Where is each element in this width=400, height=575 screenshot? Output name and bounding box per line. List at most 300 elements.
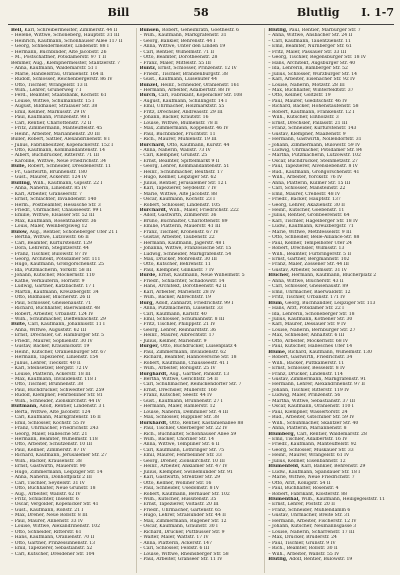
entry-text: – Wilh., Bäcker, Puttkamerstr. 11 xyxy=(268,360,345,366)
entry-text: – Gust., Kaufmann, Luisenufer 44 xyxy=(139,77,217,83)
entry-text: – Georg, Architekt, Potsdamer Str. 111 xyxy=(11,257,101,263)
entry-text: – Wilh., Kutscher, Hussitenstr. 35 xyxy=(139,496,217,502)
entry-text: – Carl, Kutscher, Dresdener Str. 104 xyxy=(11,551,95,557)
entry-text: – Robert, Gastwirth, Friedrichstr. 34 xyxy=(268,355,353,361)
entry-text: – Emil, Beamter, Nürnberger Str. 61 xyxy=(268,44,352,50)
entry-text: – Friedr., Uhrmacher, Chausseestr. 99 I xyxy=(11,207,102,213)
entry-text: – Georg, Lehrer, Akazienstr. 30 II xyxy=(268,202,345,208)
entry-surname: Buntz, xyxy=(139,66,158,72)
entry-text: – Carl, Schlosser, Feldstr. 6 III xyxy=(139,546,210,552)
entry-text: – Paul, Tischler, Grünstr. 9 IV xyxy=(268,540,336,546)
entry-text: – Max, Drucker, Brüderstr. 24 xyxy=(268,535,337,541)
entry-text: – Anna, Plätterin, Mariannenstr. 8 xyxy=(268,426,347,432)
entry-text: – Aug., Arbeiter, Wallstr. 62 IV xyxy=(11,491,81,497)
entry-surname: Blumenthal, xyxy=(268,496,302,502)
entry-text: – Fritz, Tischler, Urbanstr. 171 IV xyxy=(268,295,346,301)
entry-text: – Wilh., Arbeiter, Wallstr. 55 IV xyxy=(268,551,340,557)
header-right-word: Blutlig xyxy=(296,6,340,19)
entry-text: – Ernst, Drechsler, Gr. Hamburger Str. 5 xyxy=(11,333,105,339)
entry-text: Carl, Rentier, Waldemarstr. 28 xyxy=(296,431,367,437)
entry-text: – Friedr., Bäcker, Hauptstr. 137 xyxy=(268,197,341,203)
entry-text: – Karl, Steinsetzer, Bergstr. 72 IV xyxy=(11,366,89,372)
entry-text: – Franz, Maler, Zossener Str. 44 III xyxy=(268,262,349,268)
entry-surname: Blum, xyxy=(268,300,286,306)
entry-text: – Emil, Kellner, Markusstr. 29 IV xyxy=(11,109,86,115)
entry-text: – Hugo, Kaufmann, Großgörschenstr. 25 xyxy=(11,262,104,268)
entry-text: – Julius, Kaufmann, Köthener Str. 30 xyxy=(268,317,353,323)
entry-text: – Rich., Beamter, Roßstr. 30 II xyxy=(268,546,338,552)
entry-text: Wilh., Kaufmann, Gipsstr. 22 I xyxy=(32,180,103,186)
entry-surname: Blumberg, xyxy=(268,431,297,437)
entry-text: – Bertha, Wittwe, Lützowstr. 66 II xyxy=(11,235,89,241)
entry-text: – Paul, Klempner, Wassertorstr. 24 xyxy=(268,409,348,415)
entry-text: – Ernst, Lehrer, Poststr. 20 II xyxy=(268,502,335,508)
entry-text: – Karl, Arbeiter, Marienstr. 28 IV xyxy=(139,289,216,295)
entry-text: – Otto, Tischler, Wrangelstr. 13 II xyxy=(11,82,88,88)
entry-text: – Oscar, Kaufmann, Graunstr. 30 I xyxy=(139,524,218,530)
entry-text: – Carl, Kaufmann, Karlstr. 40 xyxy=(139,311,207,317)
entry-text: – Wilh., Kaufmann, Markgrafenstr. 31 xyxy=(139,33,227,39)
entry-text: – Carl, Beamter, Kurfürstenstr. 129 xyxy=(11,240,92,246)
entry-text: – Paul, Maurer, Annenstr. 33 IV xyxy=(11,518,84,524)
entry-text: – Wilh., Kutscher, Elßholzstr. 3 xyxy=(268,115,339,121)
entry-text: – Carl, Kaufmann, Tauentzienstr. 11 xyxy=(268,38,351,44)
entry-text: – Karl, Maurer, Dessauer Str. 9 IV xyxy=(268,322,347,328)
entry-text: – Rudolf, Klempner, Fehrbelliner Str. 81 xyxy=(11,393,103,399)
entry-text: – Ernst, Drechsler, Pallasstr. 21 III xyxy=(268,120,348,126)
entry-text: Karl, Bankier, Behrenstr. 29 xyxy=(301,464,366,470)
entry-text: – Julius, Klempner, Swinemünder Str. 91 xyxy=(139,469,233,475)
entry-text: – Max, Drucker, Mohrenstr. 30 III xyxy=(139,257,217,263)
entry-text: – Louise, Plätterin, Ackerstr. 18 III xyxy=(11,371,91,377)
entry-text: – Ernst, Schlosser, Besselstr. 8 IV xyxy=(268,366,346,372)
entry-text: – Oscar, Kaufmann, Oranienstr. 110 I xyxy=(268,404,354,410)
entry-text: – Herm., Postbeamter, Hessische Str. 3 xyxy=(11,202,101,208)
entry-text: – Paul, Maurer, Gleditschstr. 46 IV xyxy=(268,98,348,104)
entry-text: – Anna, Wittwe, Auguststr. 62 III xyxy=(11,327,87,333)
entry-text: – Anna, Wittwe, Blücherstr. 43 II xyxy=(268,278,344,284)
entry-text: – Ernst, Tapezierer, Voltastr. 20 III xyxy=(139,502,219,508)
entry-text: – Ernst, Gastwirth, Mauerstr. 90 xyxy=(11,464,86,470)
entry-surname: Burde, xyxy=(139,273,159,279)
entry-text: Wilh., Maler, Friedrichstr. 222 xyxy=(169,207,239,213)
entry-text: – M., Postschaffner, Potsdamerstr. 97 T II xyxy=(11,55,107,61)
entry-text: – Emilie, Plätterin, Mauerstr. 41 III xyxy=(139,224,221,230)
entry-text: – Otto, Arbeiter, Möckernstr. 68 IV xyxy=(268,338,349,344)
entry-text: – Heinr., Arbeiter, Anklamer Str. 47 IV xyxy=(139,464,228,470)
entry-text: – Karl, Tapezierer, Seydelstr. 7 IV xyxy=(139,186,217,192)
entry-text: – Franz, Tischler, Bülowstr. 87 IV xyxy=(11,251,88,257)
entry-text: – Johann, Kutscher, Möckernstr. 110 xyxy=(11,273,95,279)
entry-text: – Georg, Tischler, Regensburger Str. 18 IV xyxy=(268,55,367,61)
entry-text: – Otto, Schneider, Belle-Alliance-Str. 88 xyxy=(268,235,360,241)
entry-text: – Rich., Buchhalter, Schönhauser Allee 59 xyxy=(139,431,237,437)
entry-text: – Max, Zimmermann, Rügener Str. 12 xyxy=(139,518,227,524)
entry-text: – Paul, Buchhalter, Rosenstr. 4 xyxy=(268,486,339,492)
entry-text: – Fritz, Tischler, Philippstr. 21 IV xyxy=(139,322,216,328)
entry-text: – Otto, Kaufmann, Kommandantenstr. 14 xyxy=(11,147,105,153)
entry-text: – Franz, Schneider, Mühlendamm 6 xyxy=(268,507,351,513)
entry-text: – Rud., Kaufmann, Großgörschenstr. 41 xyxy=(268,169,360,175)
entry-text: – Otto, Schneider, Ritterstr. 61 xyxy=(11,529,82,535)
entry-text: – Hugo, Zimmermann, Leipziger Str. 14 xyxy=(11,469,103,475)
entry-surname: Bulle, xyxy=(11,164,28,170)
entry-text: – Max, Buchhalter, Winterfeldtstr. 37 xyxy=(268,87,354,93)
entry-surname: Burch, xyxy=(139,93,159,99)
entry-text: – Hans, Architekt, Dorotheenstr. 42 II xyxy=(139,284,227,290)
entry-text: – Richard, Kaufmann, Jerusalemer Str. 27 xyxy=(11,453,107,459)
entry-text: – Max, Schneider, Anhaltstr. 6 III xyxy=(268,333,345,339)
entry-text: Karl, Schreibermeister, Zimmerstr. 44 II xyxy=(24,28,118,33)
entry-text: – Anna, Wittwe, Unter den Linden 19 xyxy=(139,44,226,50)
entry-text: – Fritz, Drechsler, Andreasstr. 29 III xyxy=(139,109,223,115)
entry-text: – Emil, Tapezierer, Sebastianstr. 52 xyxy=(11,546,93,552)
entry-text: Adolf, Zahnarzt, Friedrichstr. 99 I xyxy=(155,300,234,306)
entry-text: – Johann, Tischler, Ritterstr. 119 IV xyxy=(268,387,350,393)
entry-text: – Franz, Maler, Mittelstr. 55 III xyxy=(139,60,211,66)
entry-text: – Fr., Gastwirth, Brunnenstr. 180 xyxy=(11,169,87,175)
entry-text: – August, Kaufmann, Schillingstr. 14 I xyxy=(139,98,227,104)
entry-text: – Martha, Putzmacherin, Lützowstr. 102 xyxy=(268,153,361,159)
entry-text: – Paul, Kellner, Zimmerstr. 87 IV xyxy=(11,447,86,453)
entry-text: – Wilh., Schuhmacher, Dieffenbachstr. 29 xyxy=(11,317,106,323)
entry-text: – Richard, Buchhalter, Baerwaldstr. 48 xyxy=(11,306,101,312)
entry-text: Wilh., Kaufmann, Heiligegeiststr. 11 xyxy=(301,496,386,502)
entry-text: – Marie, Handelsfrau, Oranienstr. 164 II xyxy=(11,71,104,77)
entry-text: – Robert, Schlosser, Lindenstr. 105 xyxy=(139,202,221,208)
entry-text: – Anna, Näherin, Linienstr. 85 IV xyxy=(11,186,87,192)
entry-text: – Louis, Maler, Weinbergsweg 12 xyxy=(11,224,88,230)
entry-text: Georg, Buchhändler, Leipziger Str. 113 xyxy=(285,300,376,306)
entry-text: – Georg, Schneidermeister, Lindenstr. 88 I xyxy=(11,44,109,50)
entry-text: – Anna, Wittwe, Templiner Str. 6 II xyxy=(139,442,220,448)
entry-text: – Adolf, Gastwirth, Zimmerstr. 36 xyxy=(139,213,217,219)
directory-entry xyxy=(268,557,391,562)
entry-text: Aug., Gärtner, Pankstr. 13 xyxy=(169,371,230,377)
entry-text: – Richard, Beamter, Hannoversche Str. 18 xyxy=(139,355,237,361)
entry-text: – Anna, Putzmacherin, Luisenstr. 33 xyxy=(139,306,223,312)
entry-surname: Burchardt, xyxy=(139,207,170,213)
entry-text: Bemmer, Aug., Klempnermeister, Stalitzerstr. 7 xyxy=(11,60,121,66)
entry-text: – Oscar, Vergolder, Köpenicker Str. 41 xyxy=(11,502,99,508)
entry-text: – Ludwig, Uhrmacher, Potsdamer Str. 84 xyxy=(268,147,363,153)
entry-text: Richard, Kaufmann, Wilhelmstr. 130 xyxy=(288,349,372,355)
entry-text: – Richard, Bäcker, Hohenstaufenstr. 58 xyxy=(268,104,359,110)
entry-text: – Fritz, Zimmermann, Manteuffelstr. 45 xyxy=(11,126,103,132)
entry-text: – Gustav, Bäcker, Krausnickstr. 19 xyxy=(11,344,90,350)
entry-text: – Georg, Bankier, Behrenstr. 44 I xyxy=(139,38,216,44)
entry-text: – Gustav, Arbeiter, Taubenstr. 22 xyxy=(139,235,215,241)
entry-text: – Heinr., Kutscher, Oranienburger Str. 67 xyxy=(11,349,107,355)
entry-text: – Helene, Wittwe, Schöneberg, Hauptstr. 31 III xyxy=(11,33,120,39)
entry-surname: Burger, xyxy=(139,344,161,350)
entry-text: – Heinr., Kutscher, Goebenstr. 11 xyxy=(268,207,345,213)
entry-text: – Hermann, Kaufmann, Jägerstr. 48 I xyxy=(139,240,225,246)
entry-surname: Bülte, xyxy=(11,322,29,328)
entry-text: – Emil, Maurer, Fehrbelliner Str. 33 xyxy=(139,453,222,459)
entry-text: – Hermann, Tapezierer, Linienstr. 154 xyxy=(11,355,99,361)
header-right-group xyxy=(267,6,394,19)
entry-text: – Carl, Rentier, Wilhelmstr. 71 II xyxy=(139,49,215,55)
entry-text: Robert, Geheimrath, Goethestr. 6 xyxy=(162,28,240,33)
entry-text: Adolf, Rentier, Bülowstr. 19 xyxy=(289,556,353,562)
entry-text: – Hans, Arzt, Potsdamer Str. 22 I xyxy=(268,306,344,312)
entry-text: – Hermann, Arbeiter, Fischerstr. 12 IV xyxy=(268,518,357,524)
entry-text: – Max, Zimmermann, Koppenstr. 46 IV xyxy=(139,126,229,132)
entry-text: – Franz, Tischler, Kronenstr. 67 IV xyxy=(139,229,219,235)
entry-text: – Julius, Fabrikbesitzer, Köpenickerstr. 152 I xyxy=(11,142,114,148)
entry-text: – Ernst, Drechsler, Müllerstr. 160 xyxy=(139,387,217,393)
entry-text: – Ernst, Schlächter, Invalidenstr. 140 xyxy=(11,197,97,203)
entry-text: – Friedr., Schlächter, Schadowstr. 14 xyxy=(139,278,225,284)
entry-text: – Carl, Klempner, Grünstr. 25 xyxy=(139,153,208,159)
entry-text: – Karl, Tischler, Hagelberger Str. 18 IV xyxy=(268,218,359,224)
entry-text: – Max, Dreher, Neue Roßstr. 8 III xyxy=(11,513,88,519)
entry-text: Carl, Fabrikant, Köpenicker Str. 108 xyxy=(158,93,243,99)
entry-text: – Gust., Kaufmann, Brunnenstr. 27 I xyxy=(139,398,223,404)
entry-text: – Wilh., Arbeiter, Borsigstr. 25 IV xyxy=(139,366,216,372)
entry-text: – Hugo, Lehrer, Stralsunder Str. 44 II xyxy=(139,513,226,519)
entry-text: – Paul, Tapezierer, Alvenslebenstr. 8 IV xyxy=(268,164,358,170)
entry-text: – Anna, Wittwe, Ansbacher Str. 24 II xyxy=(268,33,353,39)
entry-text: – Dora, Lehrerin, Steglitzerstr. 44 xyxy=(11,246,89,252)
entry-text: – Wilh., Bäcker, Choriner Str. 14 xyxy=(139,436,215,442)
entry-text: – Bruno, Buchhalter, Charlottenstr. 89 xyxy=(139,218,228,224)
entry-text: – Friedr., Tischler, Brandenburgstr. 38 xyxy=(139,71,228,77)
entry-text: – Julius, Lehrer, Tieckstr. 40 II xyxy=(11,360,81,366)
entry-text: – Karl, Arbeiter, Eisenacher Str. 92 IV xyxy=(268,77,356,83)
entry-surname: Blume, xyxy=(268,349,289,355)
entry-text: – Ida, Putzmacherin, Yorkstr. 58 III xyxy=(11,267,92,273)
entry-text: – Martha, Wittwe, Sebastianstr. 37 III xyxy=(268,398,356,404)
entry-text: – Anna, Plätterin, Ackerstr. 147 xyxy=(139,540,212,546)
entry-text: – Emil, Uhrmacher, Holzmarktstr. 55 xyxy=(139,104,225,110)
entry-text: – Wilh., Lehrer, Grünerweg 7 I xyxy=(11,87,82,93)
entry-text: – Paul, Schlosser, Gneisenaustr. 71 xyxy=(11,300,92,306)
entry-text: Hermann, Kaufmann, Blücherplatz 2 xyxy=(291,273,377,279)
entry-text: – Max, Schlosser, Ruppiner Str. 38 xyxy=(139,415,220,421)
entry-text: – Gust., Kaufmann, Roßstr. 21 I xyxy=(11,507,84,513)
entry-text: Heinr., Schneider, Oranienstr. 161 xyxy=(160,82,240,88)
entry-text: – Carl, Schlosser, Mansteinstr. 22 xyxy=(268,186,346,192)
entry-text: – Louise, Wittwe, Schumannstr. 15 I xyxy=(11,98,95,104)
entry-text: – Anna, Näherin, Dönhoffplatz 2 III xyxy=(11,475,92,481)
entry-text: – Johann, Zimmermann, Bülowstr. 59 IV xyxy=(268,142,361,148)
entry-text: – Hermann, Gastwirth, Nollendorfstr. 31 xyxy=(268,137,362,143)
entry-text: – Heinr., Maurer, Wrangelstr. 61 IV xyxy=(268,453,350,459)
entry-text: – Anna, Kaufmann, Waldemarstr. 51 I xyxy=(11,66,97,72)
entry-text: – Ludwig, Gärtner, Katzbachstr. 17 I xyxy=(11,284,95,290)
entry-text: – Emil, Schlosser, Kochstr. 55 IV xyxy=(11,420,86,426)
entry-text: – Louise, Näherin, Scharrenstr. 17 III xyxy=(268,529,355,535)
entry-text: – Franz, Schneider, Kurfürstenstr. 143 xyxy=(268,126,357,132)
entry-text: – Fritz, Maler, Passauer Str. 33 III xyxy=(268,49,347,55)
entry-text: Otto, Rentier, Kastanienallee 88 xyxy=(169,420,244,426)
entry-text: Otto, Buchdrucker, Luisenplatz 4 xyxy=(160,344,237,350)
entry-text: – Emil, Maurer, Crellestr. 48 IV xyxy=(268,191,341,197)
header-left-word: Bill xyxy=(107,6,130,19)
entry-text: – Paul, Zimmermann, Invalidenstr. 62 xyxy=(139,349,227,355)
entry-text: – Oscar, Buchdrucker, Steinmetzstr. 27 xyxy=(268,158,358,164)
entry-text: – Carl, Schuhmacher, Reinickendorfer Str. 7 xyxy=(139,382,242,388)
entry-text: – Friedr., Uhrmacher, Gartenstr. 65 xyxy=(139,507,221,513)
entry-columns xyxy=(8,28,394,573)
entry-text: – Georg, Schlosser, Muskauer Str. 33 xyxy=(268,447,354,453)
entry-surname: Burghardt, xyxy=(139,371,170,377)
entry-text: – Robert, Arbeiter, Urbanstr. 124 IV xyxy=(11,311,94,317)
entry-surname: Burkhardt, xyxy=(139,420,170,426)
entry-text: – Otto, Kellner, Goltzstr. 19 xyxy=(268,93,331,99)
entry-text: – Johann, Bäcker, Krautstr. 16 xyxy=(139,115,209,121)
entry-text: – Louise, Näherin, Bernburger Str. 27 xyxy=(268,327,356,333)
entry-text: – Paul, Buchbinder, Fruchtstr. 11 xyxy=(139,131,216,137)
entry-text: – Heinr., Arbeiter, Mariannenstr. 20 III xyxy=(11,131,100,137)
entry-text: – Otto, Kutscher, Behrenstr. 11 xyxy=(139,262,211,268)
entry-text: – Franz, Drucker, Lindenstr. 114 xyxy=(268,371,343,377)
entry-text: – Emil, Tischler, Adalbertstr. 16 IV xyxy=(268,436,348,442)
entry-text: – Robert, Fabrikant, Klosterstr. 88 xyxy=(268,491,347,497)
entry-text: – Paul, Kutscher, Hallesches Ufer 14 xyxy=(268,344,353,350)
entry-text: – August, Bildhauer, Stralauer Str. 38 xyxy=(11,104,98,110)
entry-surname: Bell, xyxy=(11,28,25,33)
entry-text: – Ernst, Gärtner, Bergmannstr. 102 xyxy=(268,257,350,263)
entry-text: – Wilh., Schuhmacher, Skalitzer Str. 40 xyxy=(268,420,359,426)
entry-text: – Johanna, Wittwe, Französische Str. 15 xyxy=(139,246,232,252)
entry-text: – Rudolf, Schlosser, Reichenbergerstr. 86 IV xyxy=(11,77,113,83)
entry-text: – Heinr., Maurer, Albrechtstr. 17 xyxy=(139,333,215,339)
entry-text: – Hermann, Buchbinder, Alte Jacobstr. 26 xyxy=(11,49,107,55)
entry-text: – Otto, Buchhalter, Neue Grünstr. 18 xyxy=(11,486,96,492)
entry-text: – Hans, Architekt, Augsburger Str. 40 xyxy=(268,60,356,66)
entry-surname: Burchard, xyxy=(139,142,167,148)
entry-text: – Paul, Kaufmann, Prinzenstr. 98 I xyxy=(11,115,90,121)
column-3 xyxy=(265,28,394,573)
entry-text: – Ernst, Beamter, Spittelmarkt 9 II xyxy=(139,158,220,164)
entry-surname: Blücher, xyxy=(268,273,292,279)
entry-text: – Ida, Lehrerin, Schöneberger Str. 18 xyxy=(268,311,355,317)
entry-text: – Hermann, Lehrer, Alexandrinenstr. 97 II xyxy=(268,382,365,388)
entry-text: – Gustav, Zimmermann, Markgrafenstr. 91 xyxy=(268,377,367,382)
column-1 xyxy=(8,28,137,573)
entry-surname: Bülow, xyxy=(11,229,30,235)
entry-text: – Louise, Wittwe, Blumenstr. 78 II xyxy=(139,120,218,126)
entry-text: – Rud., Arbeiter, Gitschiner Str. 59 IV xyxy=(268,415,355,421)
entry-surname: Blumenfeld, xyxy=(268,464,302,470)
entry-text: Otto, Kaufmann, Kurstr. 44 xyxy=(166,142,230,148)
entry-text: – Carl, Tischler, Seydelstr. 31 IV xyxy=(11,480,85,486)
entry-text: – Friedr., Kaufmann, Manteuffelstr. 92 xyxy=(268,442,357,448)
entry-text: – Gustav, Arbeiter, Solmsstr. 31 IV xyxy=(268,267,347,273)
entry-text: – Emil, Schlosser, Schumannstr. 8 III xyxy=(139,317,225,323)
entry-text: – Julius, Kellner, Eisenbahnstr. 12 xyxy=(268,458,346,464)
entry-text: – Wilh., Bäcker, Albrechtstr. 19 xyxy=(139,295,212,301)
entry-text: – Max, Kaufmann, Rosenthalerstr. 36 xyxy=(11,218,97,224)
entry-text: – Wilh., Beamter, Fürbringerstr. 5 II xyxy=(268,251,352,257)
entry-text: – Oscar, Kaufmann, Kochstr. 23 I xyxy=(139,197,215,203)
entry-text: Adolf, Rentier, Lindenstr. 3 I xyxy=(39,404,105,410)
entry-text: – Hermann, Arbeiter, Adalbertstr. 88 IV xyxy=(139,87,231,93)
entry-text: – Friedr., Maurer, Sophienstr. 30 IV xyxy=(11,338,93,344)
entry-text: – Albert, Buchdrucker, Ritterstr. 71 III xyxy=(11,153,100,159)
entry-text: – Emilie, Wittwe, Elsasser Str. 52 III xyxy=(11,213,95,219)
entry-text: Robert, Schneider, Dresdenerstr. 11 xyxy=(27,164,111,170)
entry-text: – Marie, Wittwe, Neue Friedrichstr. 7 xyxy=(268,475,355,481)
entry-text: Carl, Kaufmann, Johannisstr. 11 I xyxy=(28,322,105,328)
entry-text: – Julius, Schlosser, Würzburger Str. 14 xyxy=(268,71,358,77)
entry-text: – Fritz, Schlächter, Inselstr. 6 xyxy=(11,496,79,502)
entry-text: – Georg, Dreher, Zionskirchstr. 10 III xyxy=(139,458,225,464)
entry-text: – Rich., Maurer, Mühlenstr. 19 III xyxy=(139,137,217,143)
entry-text: – Marie, Wittwe, Methfesselstr. 9 III xyxy=(268,229,352,235)
entry-text: – Louise, Näherin, Demminer Str. 4 III xyxy=(139,409,229,415)
entry-text: – Hermann, Maler, Ramlerstr. 12 xyxy=(139,404,216,410)
entry-text: – Robert, Kaufmann, Chausseestr. 41 I xyxy=(139,360,229,366)
entry-text: – Hans, Kaufmann, Oranienstr. 70 II xyxy=(11,535,95,541)
entry-text: – Marie, Wittwe, Alte Jacobstr. 88 xyxy=(139,191,218,197)
entry-text: – Julius, Rentier, Großbeerenstr. 64 xyxy=(268,213,350,219)
entry-surname: Bunzel, xyxy=(139,82,161,88)
entry-text: – Ludwig, Maler, Prinzenstr. 56 xyxy=(268,393,341,399)
column-2 xyxy=(137,28,266,573)
entry-text: – Gustav, Uhrmacher, Breite Str. 31 xyxy=(268,513,350,519)
entry-text: – Robert, Drechsler, Wilmsstr. 13 xyxy=(268,246,345,252)
entry-text: – Anna, Näherin, Wallstr. 73 IV xyxy=(139,147,211,153)
entry-text: – Walter, Maler, Wattstr. 17 IV xyxy=(139,535,209,541)
entry-text: Paul, Rentier, Marburger Str. 7 xyxy=(289,28,361,33)
entry-text: – Franz, Uhrmacher, Friedrichstr. 243 xyxy=(11,426,99,432)
entry-text: – Otto, Beamter, Dorotheenstr. 28 xyxy=(139,55,218,61)
entry-text: – Richard, Drucker, Puttbusser Str. 9 xyxy=(139,529,225,535)
page-header xyxy=(8,6,394,25)
entry-text: – Max, Kaufmann, Invalidenstr. 118 I xyxy=(11,377,97,382)
entry-text: – Ludw., Kaufmann, Spandauer Str. 18 I xyxy=(268,469,361,475)
entry-text: – Wilh., Schneider, Zionskirchstr. 44 IV xyxy=(11,398,101,404)
entry-text: – Franz, Kutscher, Seestr. 44 IV xyxy=(139,393,213,399)
entry-surname: Blutlig, xyxy=(268,28,290,33)
entry-text: – Johann, Kutscher, Neumannsgasse 3 xyxy=(268,524,357,530)
entry-text: – Otto, Tischler, Brunnenstr. 38 xyxy=(11,382,84,388)
entry-text: Ernst, Kaufmann, Neue Wilhelmstr. 5 xyxy=(158,273,245,279)
entry-text: – Georg, Lehrer, Kommandantenstr. 51 xyxy=(139,164,230,170)
entry-text: – Julius, Kellner, Marienstr. 9 xyxy=(139,338,207,344)
entry-text: – Paul, Klempner, Glinkastr. 7 IV xyxy=(139,267,215,273)
entry-text: – Gust., Maurer, Ackerstr. 124 IV xyxy=(11,175,87,181)
entry-text: – Louise, Näherin, Motzstr. 28 III xyxy=(268,82,345,88)
entry-surname: Bulling, xyxy=(11,180,33,186)
entry-text: – Otto, Kellner, Wolliner Str. 16 xyxy=(139,480,212,486)
entry-text: – Hugo, Kellner, Leipziger Str. 62 xyxy=(139,175,217,181)
entry-text: – Heinr., Schuhmacher, Beuthstr. 17 xyxy=(139,169,223,175)
entry-text: – Carl, Schlosser, Gneisenaustr. 89 xyxy=(268,284,349,290)
entry-text: – Wilh., Bäcker, Krausenstr. 38 xyxy=(11,458,82,464)
entry-text: – Louise, Wittwe, Rheinsberger Str. 58 xyxy=(139,551,229,557)
page-number: 58 xyxy=(193,6,209,19)
entry-text: – Georg, Maler, Hallesche Str. 21 xyxy=(11,431,88,437)
entry-text: – Carl, Kaufmann, Markgrafenstr. 16 II xyxy=(11,415,101,421)
entry-text: – Ludwig, Schneider, Markgrafenstr. 54 xyxy=(139,251,232,257)
entry-text: – Julius, Rentier, Jerusalemer Str. 12 I xyxy=(139,180,227,186)
entry-surname: Burg, xyxy=(139,300,156,306)
entry-text: – Karoline, Wittwe, Neue Friedrichstr. 34 xyxy=(11,158,107,164)
entry-text: – Anna, Plätterin, Kulmer Str. 15 III xyxy=(268,180,351,186)
entry-text: – Hermann, Beamter, Wilhelmstr. 118 xyxy=(11,436,98,442)
entry-text: – Georg, Lehrer, Reinhardtstr. 36 xyxy=(139,327,217,333)
entry-text: – Robert, Kaufmann, Frankenstr. 12 I xyxy=(268,109,355,115)
entry-text: – Heinrich, Kaufmann, Schönhauser Allee 117 II xyxy=(11,38,123,44)
directory-entry xyxy=(11,552,133,557)
entry-text: – Emil, Uhrmacher, Baerwaldstr. 12 xyxy=(268,289,351,295)
entry-text: Ernst, Schlosser, Prinzenstr. 12 IV xyxy=(157,66,237,72)
